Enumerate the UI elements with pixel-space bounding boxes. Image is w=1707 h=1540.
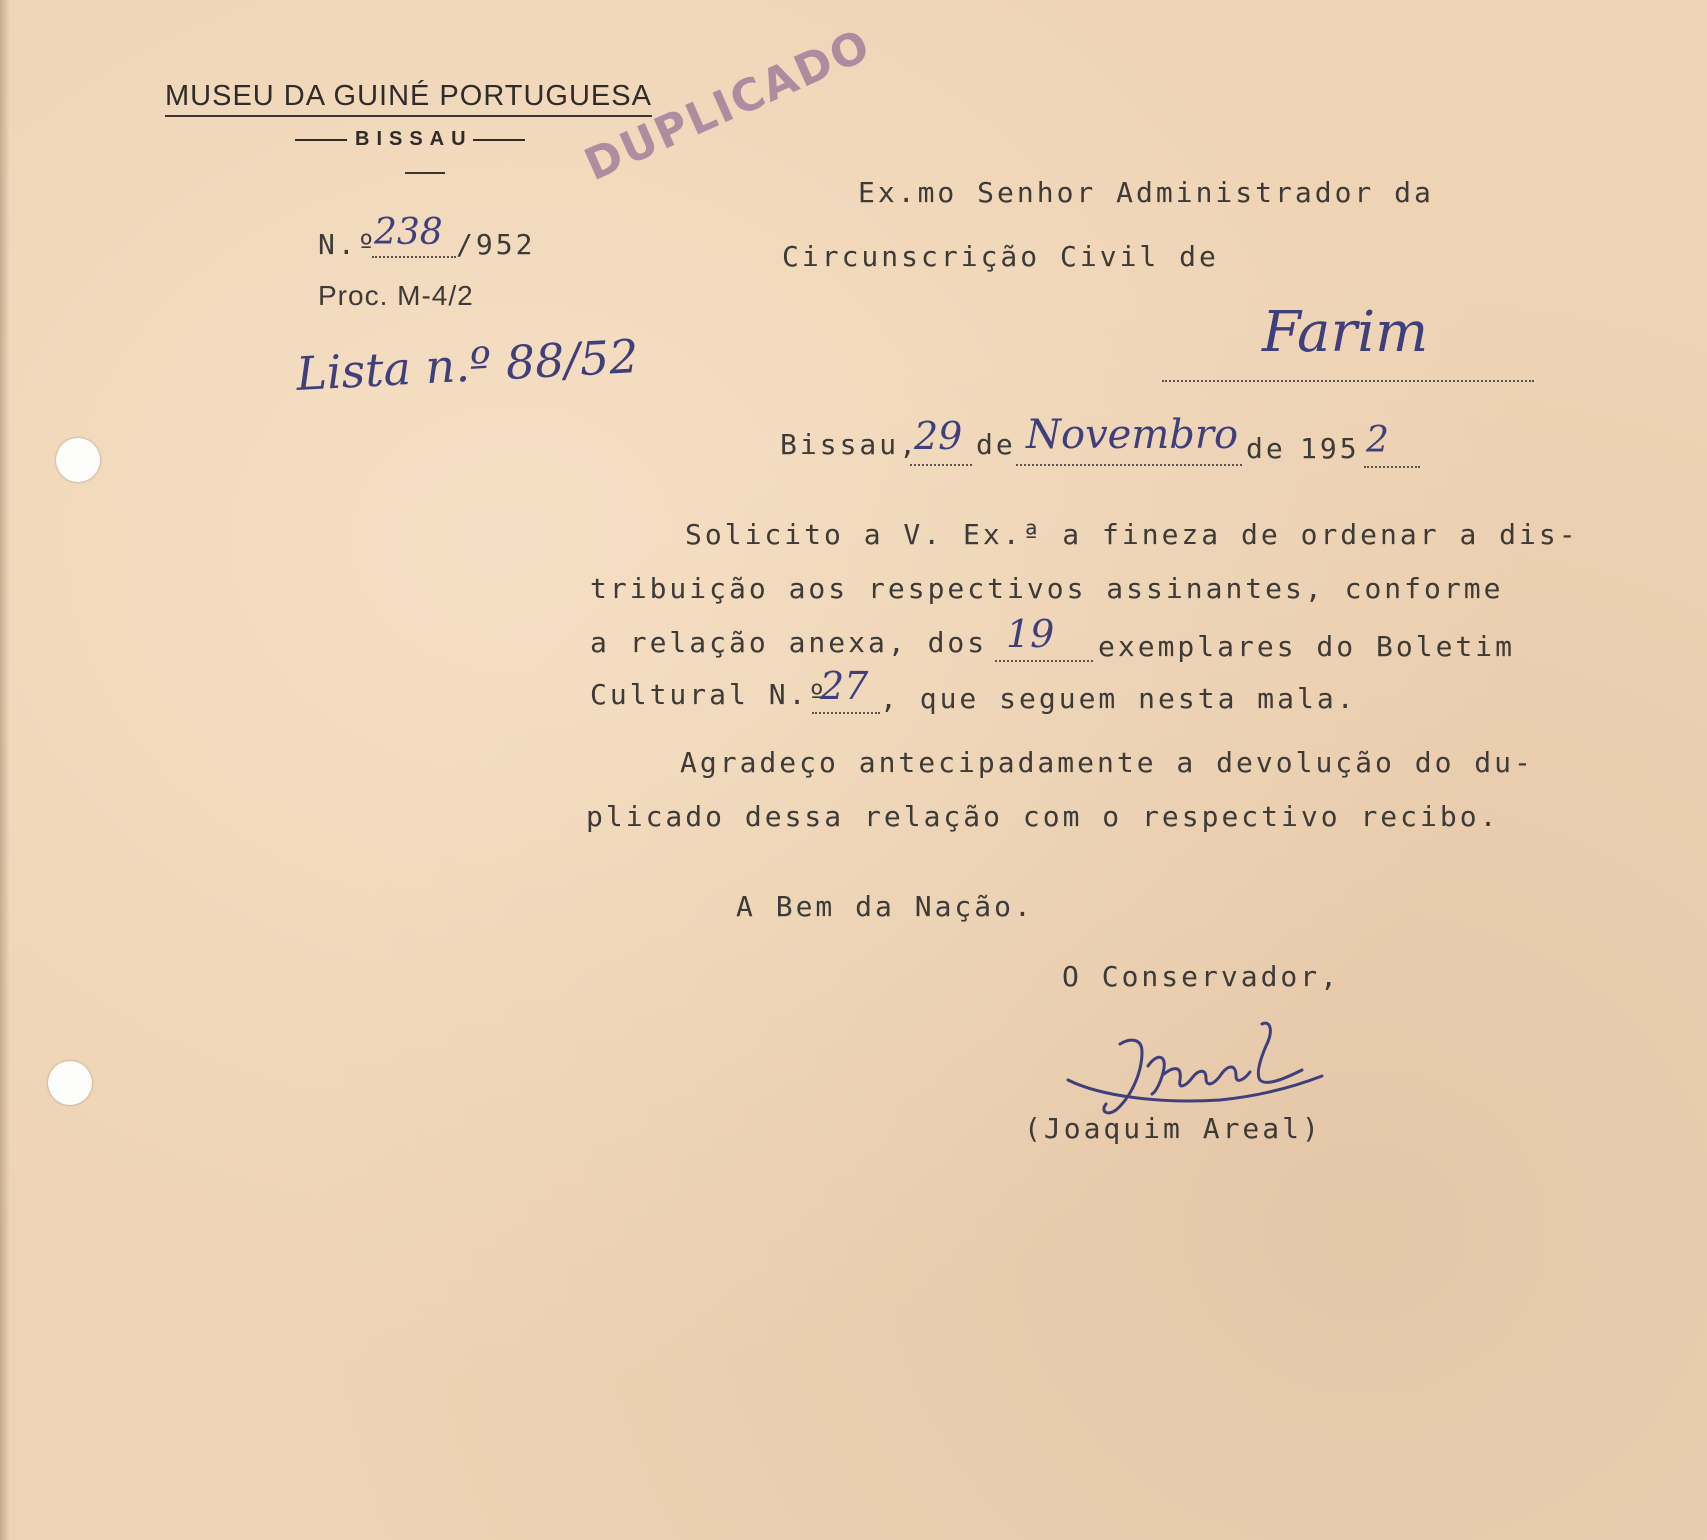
- body-p1-line-3a: a relação anexa, dos: [590, 626, 988, 659]
- letterhead-institution: MUSEU DA GUINÉ PORTUGUESA: [165, 80, 652, 117]
- date-city: Bissau,: [780, 428, 920, 461]
- closing-name: (Joaquim Areal): [1024, 1112, 1322, 1145]
- closing-salutation: A Bem da Nação.: [736, 890, 1034, 923]
- reference-number-handwritten: 238: [374, 212, 443, 253]
- body-p1-line-1: Solicito a V. Ex.ª a fineza de ordenar a dis-: [685, 518, 1579, 551]
- body-p1-line-2: tribuição aos respectivos assinantes, conforme: [590, 572, 1504, 605]
- date-de-1: de: [976, 428, 1016, 461]
- date-month-handwritten: Novembro: [1026, 412, 1239, 458]
- date-year-typed: 195: [1300, 432, 1360, 465]
- reference-process: Proc. M-4/2: [318, 280, 474, 311]
- date-de-2: de: [1246, 432, 1286, 465]
- addressee-place-handwritten: Farim: [1262, 300, 1429, 365]
- body-p1-line-4a: Cultural N.º: [590, 678, 829, 711]
- addressee-line-1: Ex.mo Senhor Administrador da: [858, 176, 1434, 209]
- addressee-line-2: Circunscrição Civil de: [782, 240, 1219, 273]
- closing-title: O Conservador,: [1062, 960, 1341, 993]
- punch-hole-bottom: [48, 1061, 92, 1105]
- reference-number-prefix: N.º: [318, 228, 378, 261]
- reference-number-year: /952: [456, 228, 536, 261]
- letterhead-divider: [405, 172, 445, 174]
- letterhead-city: BISSAU: [295, 128, 525, 151]
- body-p1-line-3b: exemplares do Boletim: [1098, 630, 1516, 663]
- date-year-handwritten-digit: 2: [1366, 420, 1389, 461]
- punch-hole-top: [56, 438, 100, 482]
- handwritten-list-note: Lista n.º 88/52: [294, 329, 640, 401]
- body-p2-line-2: plicado dessa relação com o respectivo recibo.: [586, 800, 1500, 833]
- paper-edge-shadow: [0, 0, 10, 1540]
- duplicado-stamp: DUPLICADO: [577, 19, 879, 192]
- date-day-handwritten: 29: [914, 414, 963, 458]
- body-p2-line-1: Agradeço antecipadamente a devolução do du-: [680, 746, 1534, 779]
- body-p1-line-4b: , que seguem nesta mala.: [880, 682, 1357, 715]
- body-copies-handwritten: 19: [1006, 612, 1055, 656]
- body-issue-handwritten: 27: [820, 664, 869, 708]
